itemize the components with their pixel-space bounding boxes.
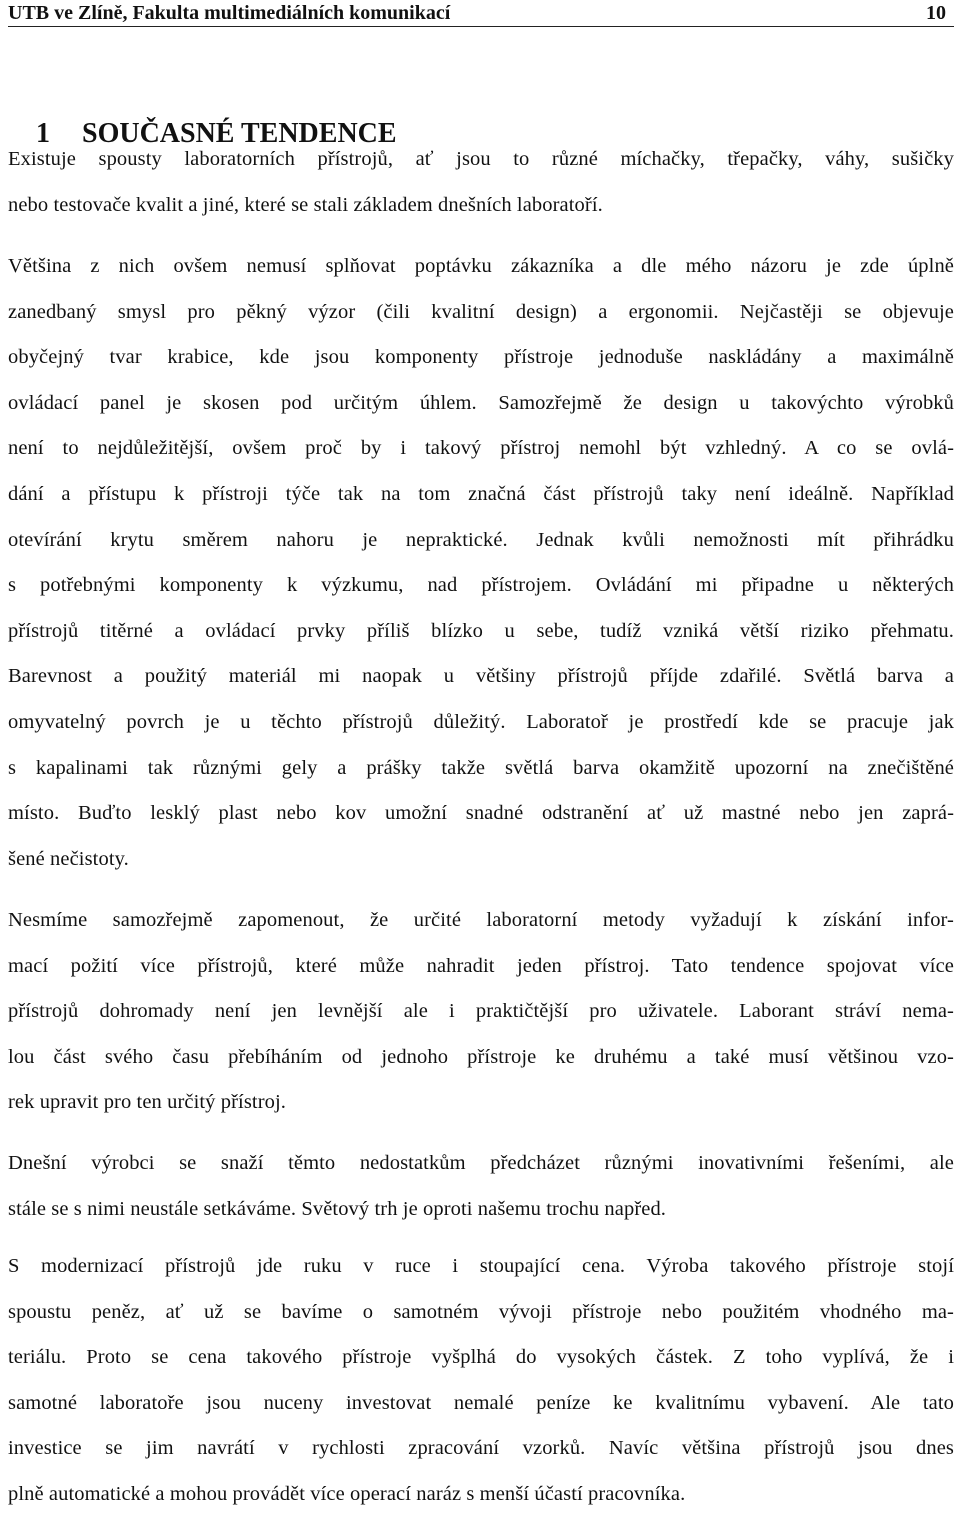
- text-line: Většina z nich ovšem nemusí splňovat poptávku zákazníka a dle mého názoru je zde úplně: [8, 255, 954, 277]
- text-line: teriálu. Proto se cena takového přístroje vyšplhá do vysokých částek. Z toho vyplívá, že i: [8, 1346, 954, 1369]
- paragraph: [8, 137, 954, 228]
- paragraph: [8, 1244, 954, 1518]
- header-institution: UTB ve Zlíně, Fakulta multimediálních komunikací: [8, 2, 451, 24]
- text-line: stále se s nimi neustále setkáváme. Světový trh je oproti našemu trochu napřed.: [8, 1197, 667, 1220]
- text-line: otevírání krytu směrem nahoru je nepraktické. Jednak kvůli nemožnosti mít přihrádku: [8, 528, 954, 551]
- chapter-title: SOUČASNÉ TENDENCE: [82, 118, 397, 149]
- text-line: investice se jim navrátí v rychlosti zpracování vzorků. Navíc většina přístrojů jsou dnes: [8, 1437, 954, 1460]
- text-line: šené nečistoty.: [8, 847, 129, 870]
- text-line: mací požití více přístrojů, které může nahradit jeden přístroj. Tato tendence spojovat více: [8, 954, 954, 977]
- text-line: s kapalinami tak různými gely a prášky takže světlá barva okamžitě upozorní na znečištěné: [8, 756, 954, 779]
- text-line: lou část svého času přebíháním od jednoho přístroje ke druhému a také musí většinou vzo-: [8, 1045, 954, 1068]
- text-line: Barevnost a použitý materiál mi naopak u většiny přístrojů příjde zdařilé. Světlá barva a: [8, 665, 954, 688]
- text-line: místo. Buďto lesklý plast nebo kov umožní snadné odstranění ať už mastné nebo jen zaprá-: [8, 802, 954, 825]
- running-header: [8, 0, 954, 27]
- text-line: přístrojů titěrné a ovládací prvky příliš blízko u sebe, tudíž vzniká větší riziko přehmatu.: [8, 619, 954, 642]
- page-number: 10: [926, 2, 946, 24]
- text-line: Dnešní výrobci se snaží těmto nedostatkům předcházet různými inovativními řešeními, ale: [8, 1152, 954, 1174]
- text-line: s potřebnými komponenty k výzkumu, nad přístrojem. Ovládání mi připadne u některých: [8, 574, 954, 597]
- text-line: plně automatické a mohou provádět více operací naráz s menší účastí pracovníka.: [8, 1482, 686, 1505]
- text-line: rek upravit pro ten určitý přístroj.: [8, 1091, 286, 1114]
- text-line: Nesmíme samozřejmě zapomenout, že určité laboratorní metody vyžadují k získání infor-: [8, 909, 954, 931]
- text-line: přístrojů dohromady není jen levnější ale i praktičtější pro uživatele. Laborant stráví nema-: [8, 1000, 954, 1023]
- text-line: zanedbaný smysl pro pěkný výzor (čili kvalitní design) a ergonomii. Nejčastěji se objevuje: [8, 300, 954, 323]
- paragraph: [8, 1141, 954, 1232]
- paragraph: [8, 244, 954, 882]
- text-line: samotné laboratoře jsou nuceny investovat nemalé peníze ke kvalitnímu vybavení. Ale tato: [8, 1391, 954, 1414]
- text-line: nebo testovače kvalit a jiné, které se stali základem dnešních laboratoří.: [8, 193, 603, 216]
- text-line: omyvatelný povrch je u těchto přístrojů důležitý. Laboratoř je prostředí kde se pracuje jak: [8, 710, 954, 733]
- text-line: S modernizací přístrojů jde ruku v ruce i stoupající cena. Výroba takového přístroje stojí: [8, 1255, 954, 1277]
- text-line: dání a přístupu k přístroji týče tak na tom značná část přístrojů taky není ideálně. Například: [8, 482, 954, 505]
- text-line: obyčejný tvar krabice, kde jsou komponenty přístroje jednoduše naskládány a maximálně: [8, 346, 954, 369]
- text-line: není to nejdůležitější, ovšem proč by i takový přístroj nemohl být vzhledný. A co se ovlá-: [8, 437, 954, 460]
- text-line: spoustu peněz, ať už se bavíme o samotném vývoji přístroje nebo použitém vhodného ma-: [8, 1300, 954, 1323]
- paragraph: [8, 898, 954, 1126]
- chapter-number: 1: [36, 118, 50, 149]
- text-line: ovládací panel je skosen pod určitým úhlem. Samozřejmě že design u takovýchto výrobků: [8, 391, 954, 414]
- text-line: Existuje spousty laboratorních přístrojů, ať jsou to různé míchačky, třepačky, váhy, sušičky: [8, 148, 954, 170]
